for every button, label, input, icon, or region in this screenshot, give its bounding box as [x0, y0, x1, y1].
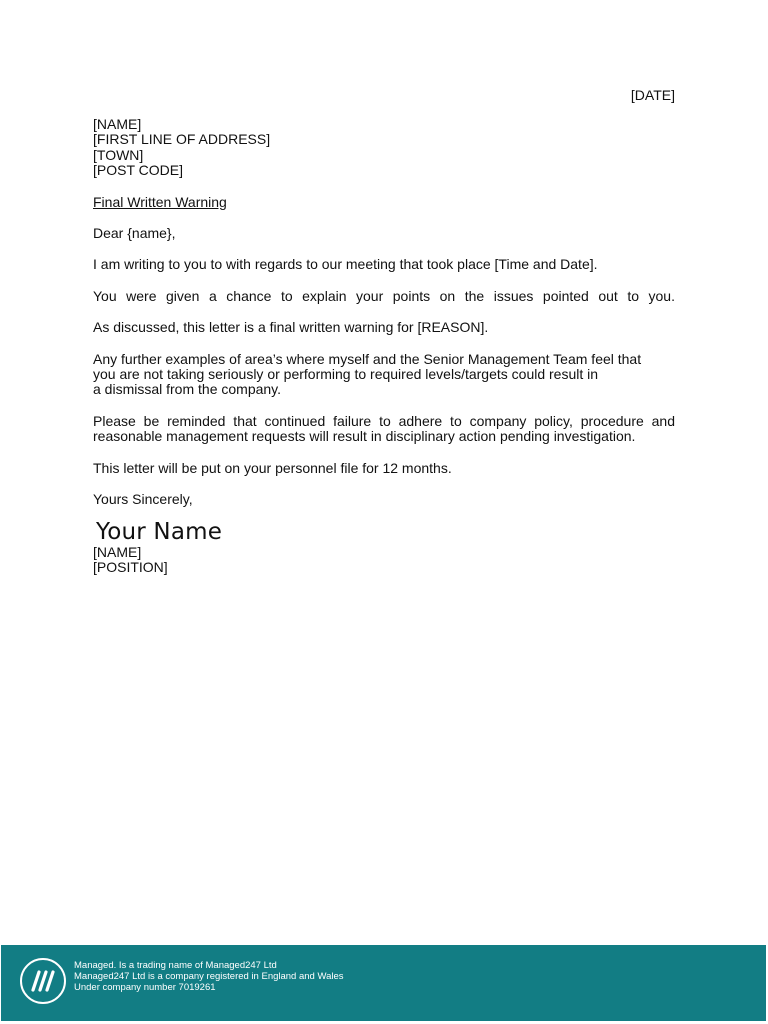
letter-body — [93, 117, 675, 575]
sender-block — [93, 545, 675, 576]
closing: Yours Sincerely, — [93, 491, 193, 508]
paragraph-reminder — [93, 414, 675, 445]
recipient-town: [TOWN] — [93, 146, 144, 163]
recipient-post-code: [POST CODE] — [93, 162, 183, 179]
sender-position: [POSITION] — [93, 558, 168, 575]
letter-subject: Final Written Warning — [93, 193, 227, 210]
recipient-address-line-1: [FIRST LINE OF ADDRESS] — [93, 131, 271, 148]
paragraph-personnel-file: This letter will be put on your personnel file for 12 months. — [93, 459, 452, 476]
sender-name: [NAME] — [93, 543, 142, 560]
recipient-address — [93, 117, 675, 179]
footer-line-1: Managed. Is a trading name of Managed247 Ltd — [74, 960, 277, 971]
paragraph-further-examples-line-3: a dismissal from the company. — [93, 381, 282, 398]
recipient-name: [NAME] — [93, 116, 142, 132]
paragraph-further-examples-line-1: Any further examples of area’s where myself and the Senior Management Team feel that — [93, 350, 642, 367]
paragraph-meeting: I am writing to you to with regards to our meeting that took place [Time and Date]. — [93, 256, 598, 273]
paragraph-further-examples — [93, 352, 675, 398]
paragraph-reminder-line-1: Please be reminded that continued failure to adhere to company policy, procedure and — [93, 412, 675, 429]
footer-line-3: Under company number 7019261 — [74, 982, 216, 993]
paragraph-reminder-line-2: reasonable management requests will result in disciplinary action pending investigation. — [93, 428, 636, 445]
footer-line-2: Managed247 Ltd is a company registered in England and Wales — [74, 971, 344, 982]
paragraph-warning: As discussed, this letter is a final written warning for [REASON]. — [93, 319, 489, 336]
paragraph-chance: You were given a chance to explain your points on the issues pointed out to you. — [93, 287, 675, 304]
greeting: Dear {name}, — [93, 225, 176, 242]
signature: Your Name — [96, 518, 223, 545]
paragraph-further-examples-line-2: you are not taking seriously or performing to required levels/targets could result in — [93, 366, 599, 383]
letter-date: [DATE] — [630, 87, 675, 103]
subject-line — [93, 195, 675, 210]
company-footer — [1, 945, 766, 1021]
footer-text — [74, 960, 344, 993]
three-slashes-logo-icon — [20, 958, 66, 1004]
